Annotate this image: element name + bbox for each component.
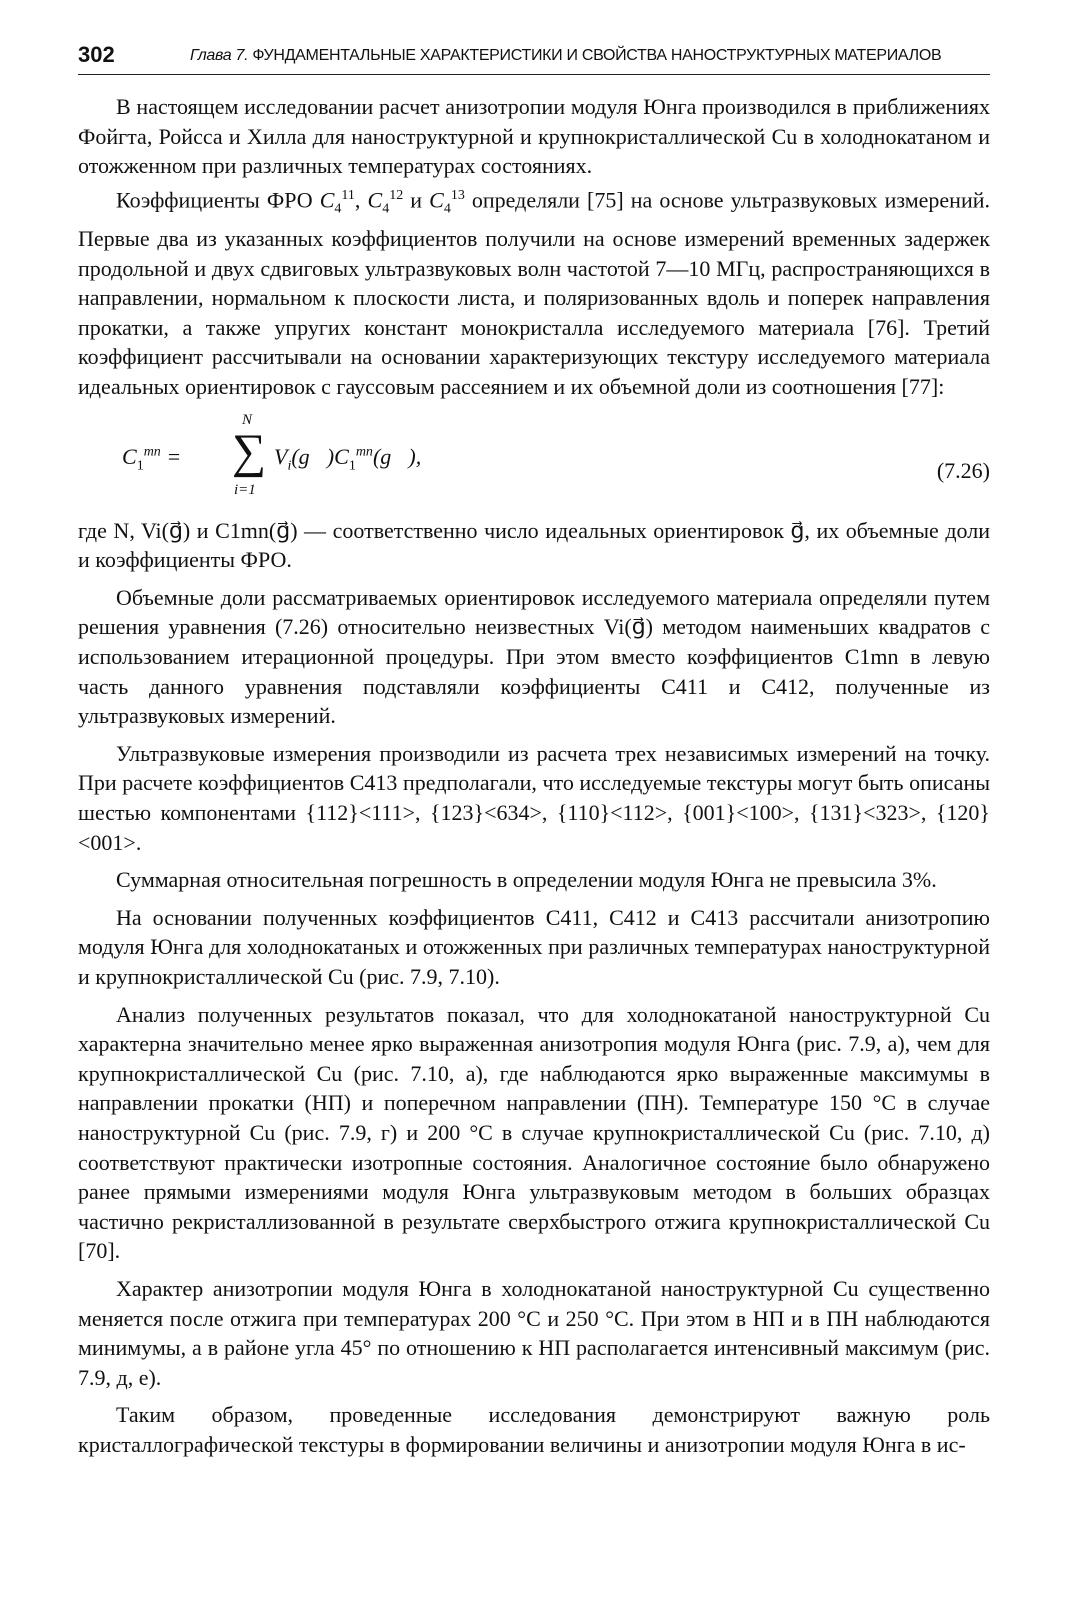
paragraph-5: Ультразвуковые измерения производили из расчета трех независимых измерений на точку. При расчете коэффициентов C413 предполагали, что исследуемые текстуры могут быть описаны шестью компонентами {112}<111>, {123}<634>, {110}<112>, {001}<100>, {131}<323>, {120}<001>.	[78, 740, 990, 855]
equation-number: (7.26)	[936, 457, 990, 483]
page-body	[78, 92, 990, 1459]
page-number: 302	[78, 42, 115, 67]
paragraph-8: Анализ полученных результатов показал, что для холоднокатаной наноструктурной Cu характерна значительно менее ярко выраженная анизотропия модуля Юнга (рис. 7.9, а), чем для крупнокристаллической Cu (рис. 7.10, а), где наблюдаются ярко выраженные максимумы в направлении прокатки (НП) и поперечном направлении (ПН). Температуре 150 °C в случае наноструктурной Cu (рис. 7.9, г) и 200 °C в случае крупнокристаллической Cu (рис. 7.10, д) соответствуют практически изотропные состояния. Аналогичное состояние было обнаружено ранее прямыми измерениями модуля Юнга ультразвуковым методом в больших образцах частично рекристаллизованной в результате сверхбыстрого отжига крупнокристаллической Cu [70].	[78, 1001, 990, 1264]
equation-7-26: $C_1^{mn}$ = N ∑ i=1 $V_i(g⃗)C_1^{mn}(g⃗)$, (7.26)	[122, 411, 990, 498]
paragraph-10: Таким образом, проведенные исследования демонстрируют важную роль кристаллографической текстуры в формировании величины и анизотропии модуля Юнга в ис-	[78, 1402, 990, 1457]
chapter-label: Глава 7.	[190, 47, 249, 64]
paragraph-1: В настоящем исследовании расчет анизотропии модуля Юнга производился в приближениях Фойгта, Ройсса и Хилла для наноструктурной и крупнокристаллической Cu в холоднокатаном и отожженном при различных температурах состояниях.	[78, 94, 990, 179]
running-header	[78, 40, 990, 75]
paragraph-7: На основании полученных коэффициентов C411, C412 и C413 рассчитали анизотропию модуля Юнга для холоднокатаных и отожженных при различных температурах наноструктурной и крупнокристаллической Cu (рис. 7.9, 7.10).	[78, 904, 990, 989]
paragraph-3: где N, Vi(g⃗) и C1mn(g⃗) — соответственно число идеальных ориентировок g⃗, их объемные доли и коэффициенты ФРО.	[78, 517, 990, 573]
paragraph-9: Характер анизотропии модуля Юнга в холоднокатаной наноструктурной Cu существенно меняется после отжига при температурах 200 °C и 250 °C. При этом в НП и в ПН наблюдаются минимумы, а в районе угла 45° по отношению к НП располагается интенсивный максимум (рис. 7.9, д, е).	[78, 1275, 990, 1390]
paragraph-2: Коэффициенты ФРО $C_4^{11}$, $C_4^{12}$ и $C_4^{13}$ определяли [75] на основе ультразвуковых измерений. Первые два из указанных коэффициентов получили на основе измерений временных задержек продольной и двух сдвиговых ультразвуковых волн частотой 7—10 МГц, распространяющихся в направлении, нормальном к плоскости листа, и поляризованных вдоль и поперек направления прокатки, а также упругих констант монокристалла исследуемого материала [76]. Третий коэффициент рассчитывали на основании характеризующих текстуру исследуемого материала идеальных ориентировок с гауссовым рассеянием и их объемной доли из соотношения [77]:	[78, 187, 990, 400]
running-title	[190, 47, 941, 65]
paragraph-6: Суммарная относительная погрешность в определении модуля Юнга не превысила 3%.	[116, 867, 937, 893]
paragraph-4: Объемные доли рассматриваемых ориентировок исследуемого материала определяли путем решения уравнения (7.26) относительно неизвестных Vi(g⃗) методом наименьших квадратов с использованием итерационной процедуры. При этом вместо коэффициентов C1mn в левую часть данного уравнения подставляли коэффициенты C411 и C412, полученные из ультразвуковых измерений.	[78, 584, 990, 729]
chapter-title: ФУНДАМЕНТАЛЬНЫЕ ХАРАКТЕРИСТИКИ И СВОЙСТВА НАНОСТРУКТУРНЫХ МАТЕРИАЛОВ	[252, 47, 942, 64]
